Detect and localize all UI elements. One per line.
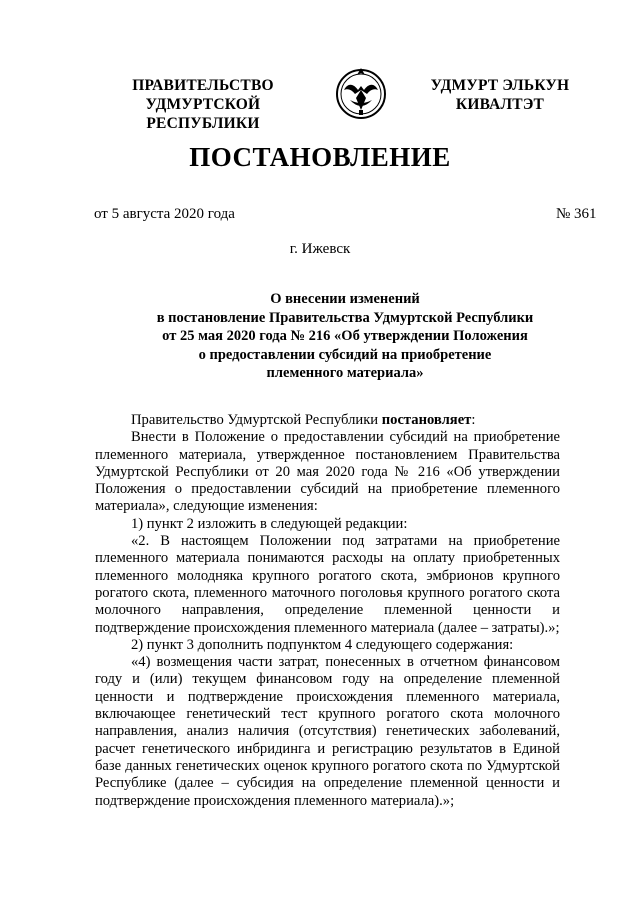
body-paragraph-item1-text: «2. В настоящем Положении под затратами на приобретение племенного материала понимаются расходы на оплату приобретенных племенного молодняка крупного рогатого скота, эмбрионов крупного рогатого скота, племенного маточного поголовья крупного рогатого скота молочного направления, определение племенной ценности и подтверждение происхождения племенного материала (далее – затраты).»; (95, 533, 560, 636)
header-right-line1: УДМУРТ ЭЛЬКУН (430, 77, 570, 94)
document-title: ПОСТАНОВЛЕНИЕ (189, 142, 451, 172)
subject-line: в постановление Правительства Удмуртской Республики (156, 309, 534, 326)
document-number: № 361 (556, 206, 597, 222)
body-paragraph-resolution (95, 412, 560, 429)
udmurt-coat-of-arms-icon (334, 60, 388, 124)
subject-line: о предоставлении субсидий на приобретение (198, 346, 492, 363)
document-body (95, 412, 560, 810)
body-paragraph-item1: 1) пункт 2 изложить в следующей редакции: (131, 515, 408, 532)
header-right-line2: КИВАЛТЭТ (455, 96, 545, 113)
subject-line: О внесении изменений (270, 291, 420, 307)
resolution-keyword: постановляет (381, 412, 472, 428)
subject-line: от 25 мая 2020 года № 216 «Об утверждении Положения (162, 328, 528, 344)
body-paragraph-item2: 2) пункт 3 дополнить подпунктом 4 следующего содержания: (131, 636, 514, 653)
header-udmurt-name (420, 76, 580, 114)
document-date: от 5 августа 2020 года (94, 206, 235, 222)
document-subject (130, 290, 560, 383)
resolution-prefix: Правительство Удмуртской Республики (131, 412, 382, 428)
header-left-line2: УДМУРТСКОЙ РЕСПУБЛИКИ (145, 96, 261, 132)
body-paragraph-amend: Внести в Положение о предоставлении субсидий на приобретение племенного материала, утвержденное постановлением Правительства Удмуртской Республики от 20 мая 2020 года № 216 «Об утверждении Положения о предоставлении субсидий на приобретение племенного материала», следующие изменения: (95, 429, 560, 515)
header-russian-name (88, 76, 318, 133)
body-paragraph-item2-text: «4) возмещения части затрат, понесенных в отчетном финансовом году и (или) текущем финансовом году на определение племенной ценности и подтверждение происхождения племенного материала, включающее генетический тест крупного рогатого скота молочного направления, анализ наличия (отсутствия) генетических заболеваний, расчет генетического инбридинга и регистрацию результатов в Единой базе данных генетических оценок крупного рогатого скота по Удмуртской Республике (далее – субсидия на определение племенной ценности и подтверждение происхождения племенного материала).»; (95, 654, 560, 809)
document-city: г. Ижевск (289, 241, 351, 257)
subject-line: племенного материала» (266, 365, 424, 381)
header-left-line1: ПРАВИТЕЛЬСТВО (132, 77, 274, 94)
resolution-suffix: : (471, 412, 476, 428)
